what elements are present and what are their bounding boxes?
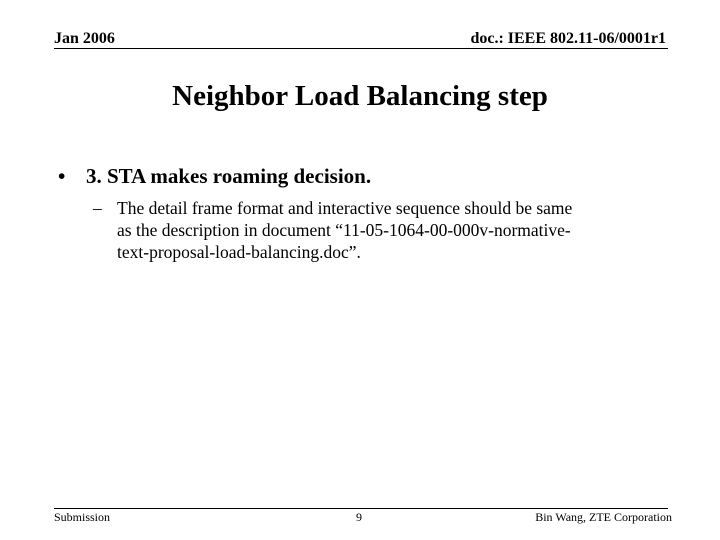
sub-bullet-text [117, 197, 653, 263]
sub-bullet-line-2: as the description in document “11-05-1064-00-000v-normative- [117, 220, 571, 240]
sub-bullet-marker: – [93, 198, 102, 218]
footer-submission: Submission [54, 510, 111, 524]
header-document-id: doc.: IEEE 802.11-06/0001r1 [470, 30, 666, 47]
sub-bullet-line-1: The detail frame format and interactive sequence should be same [117, 198, 573, 218]
footer-divider [54, 508, 668, 509]
footer-page-number: 9 [356, 510, 362, 524]
header-divider [54, 48, 668, 49]
slide-title: Neighbor Load Balancing step [172, 80, 548, 112]
sub-bullet-item [93, 197, 653, 263]
sub-bullet-line-3: text-proposal-load-balancing.doc”. [117, 242, 361, 262]
bullet-marker: • [58, 164, 66, 188]
footer-author: Bin Wang, ZTE Corporation [535, 510, 672, 524]
header-date: Jan 2006 [54, 30, 115, 47]
bullet-text: 3. STA makes roaming decision. [86, 164, 372, 188]
bullet-item [58, 164, 371, 189]
